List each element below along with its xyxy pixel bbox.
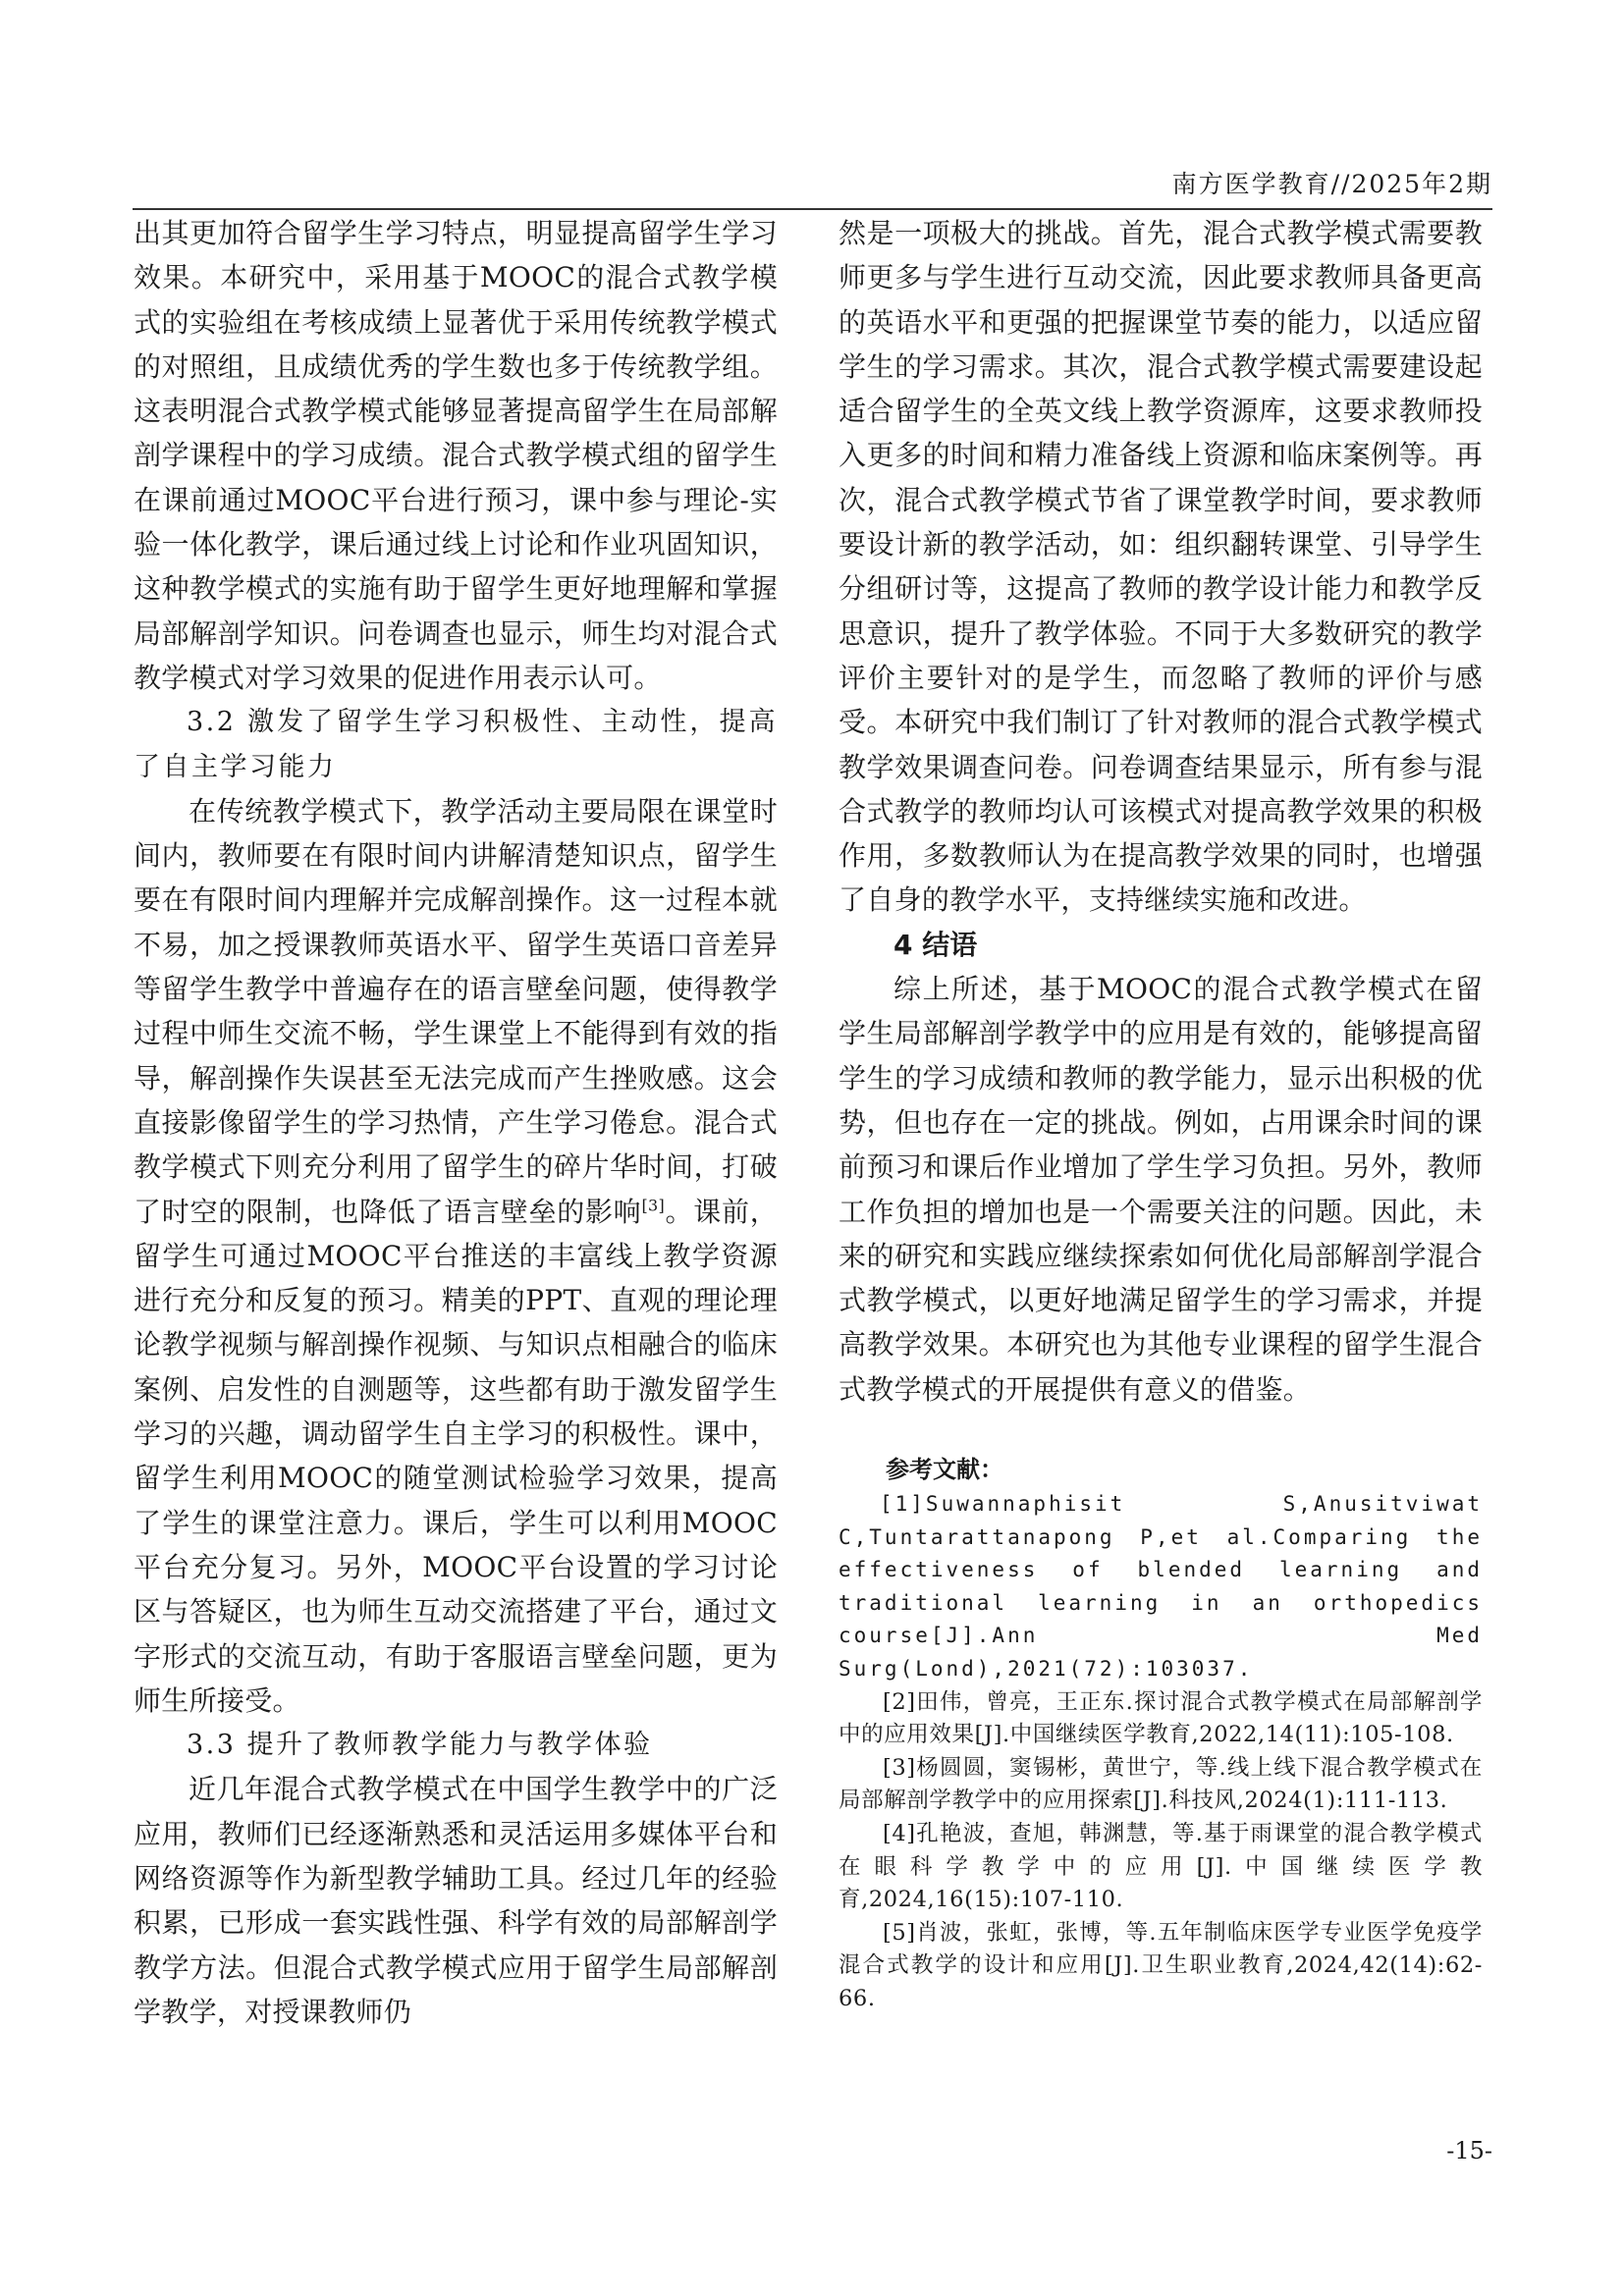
references-section bbox=[839, 1453, 1483, 2016]
left-column bbox=[134, 211, 778, 2034]
body-paragraph: 然是一项极大的挑战。首先，混合式教学模式需要教师更多与学生进行互动交流，因此要求教师具备更高的英语水平和更强的把握课堂节奏的能力，以适应留学生的学习需求。其次，混合式教学模式需要建设起适合留学生的全英文线上教学资源库，这要求教师投入更多的时间和精力准备线上资源和临床案例等。再次，混合式教学模式节省了课堂教学时间，要求教师要设计新的教学活动，如：组织翻转课堂、引导学生分组研讨等，这提高了教师的教学设计能力和教学反思意识，提升了教学体验。不同于大多数研究的教学评价主要针对的是学生，而忽略了教师的评价与感受。本研究中我们制订了针对教师的混合式教学模式教学效果调查问卷。问卷调查结果显示，所有参与混合式教学的教师均认可该模式对提高教学效果的积极作用，多数教师认为在提高教学效果的同时，也增强了自身的教学水平，支持继续实施和改进。 bbox=[839, 217, 1483, 917]
right-column bbox=[839, 211, 1483, 2016]
body-paragraph: 近几年混合式教学模式在中国学生教学中的广泛应用，教师们已经逐渐熟悉和灵活运用多媒体平台和网络资源等作为新型教学辅助工具。经过几年的经验积累，已形成一套实践性强、科学有效的局部解剖学教学方法。但混合式教学模式应用于留学生局部解剖学教学，对授课教师仍 bbox=[134, 1773, 778, 2028]
paragraph-text: 在传统教学模式下，教学活动主要局限在课堂时间内，教师要在有限时间内讲解清楚知识点，留学生要在有限时间内理解并完成解剖操作。这一过程本就不易，加之授课教师英语水平、留学生英语口音差异等留学生教学中普遍存在的语言壁垒问题，使得教学过程中师生交流不畅，学生课堂上不能得到有效的指导，解剖操作失误甚至无法完成而产生挫败感。这会直接影像留学生的学习热情，产生学习倦怠。混合式教学模式下则充分利用了留学生的碎片华时间，打破了时空的限制，也降低了语言壁垒的影响 bbox=[134, 794, 778, 1228]
paragraph-text: 。课前，留学生可通过MOOC平台推送的丰富线上教学资源进行充分和反复的预习。精美的PPT、直观的理论理论教学视频与解剖操作视频、与知识点相融合的临床案例、启发性的自测题等，这些都有助于激发留学生学习的兴趣，调动留学生自主学习的积极性。课中，留学生利用MOOC的随堂测试检验学习效果，提高了学生的课堂注意力。课后，学生可以利用MOOC平台充分复习。另外，MOOC平台设置的学习讨论区与答疑区，也为师生互动交流搭建了平台，通过文字形式的交流互动，有助于客服语言壁垒问题，更为师生所接受。 bbox=[134, 1195, 779, 1717]
reference-item: [4]孔艳波，查旭，韩渊慧，等.基于雨课堂的混合教学模式在眼科学教学中的应用[J].中国继续医学教育,2024,16(15):107-110. bbox=[839, 1820, 1483, 1913]
body-paragraph bbox=[134, 789, 778, 1723]
references-title: 参考文献： bbox=[886, 1456, 1003, 1484]
reference-item: [1]Suwannaphisit S,Anusitviwat C,Tuntarattanapong P,et al.Comparing the effectiveness of blended learning and traditional learning in an orthopedics course[J].Ann Med Surg(Lond),2021(72):103037. bbox=[839, 1492, 1483, 1681]
section-heading-3-2: 3.2 激发了留学生学习积极性、主动性，提高了自主学习能力 bbox=[134, 707, 778, 782]
reference-item: [5]肖波，张虹，张博，等.五年制临床医学专业医学免疫学混合式教学的设计和应用[J].卫生职业教育,2024,42(14):62-66. bbox=[839, 1919, 1483, 2011]
section-heading-4: 4 结语 bbox=[893, 928, 978, 961]
reference-item: [3]杨圆圆，窦锡彬，黄世宁，等.线上线下混合教学模式在局部解剖学教学中的应用探索[J].科技风,2024(1):111-113. bbox=[839, 1754, 1483, 1814]
section-heading-3-3: 3.3 提升了教师教学能力与教学体验 bbox=[187, 1730, 653, 1761]
citation-marker: [3] bbox=[641, 1196, 666, 1215]
body-paragraph: 综上所述，基于MOOC的混合式教学模式在留学生局部解剖学教学中的应用是有效的，能够提高留学生的学习成绩和教师的教学能力，显示出积极的优势，但也存在一定的挑战。例如，占用课余时间的课前预习和课后作业增加了学生学习负担。另外，教师工作负担的增加也是一个需要关注的问题。因此，未来的研究和实践应继续探索如何优化局部解剖学混合式教学模式，以更好地满足留学生的学习需求，并提高教学效果。本研究也为其他专业课程的留学生混合式教学模式的开展提供有意义的借鉴。 bbox=[839, 973, 1483, 1406]
page-number: -15- bbox=[1446, 2137, 1492, 2164]
journal-header: 南方医学教育//2025年2期 bbox=[133, 165, 1492, 210]
body-paragraph: 出其更加符合留学生学习特点，明显提高留学生学习效果。本研究中，采用基于MOOC的混合式教学模式的实验组在考核成绩上显著优于采用传统教学模式的对照组，且成绩优秀的学生数也多于传统教学组。这表明混合式教学模式能够显著提高留学生在局部解剖学课程中的学习成绩。混合式教学模式组的留学生在课前通过MOOC平台进行预习，课中参与理论-实验一体化教学，课后通过线上讨论和作业巩固知识，这种教学模式的实施有助于留学生更好地理解和掌握局部解剖学知识。问卷调查也显示，师生均对混合式教学模式对学习效果的促进作用表示认可。 bbox=[134, 217, 778, 694]
reference-item: [2]田伟，曾亮，王正东.探讨混合式教学模式在局部解剖学中的应用效果[J].中国继续医学教育,2022,14(11):105-108. bbox=[839, 1688, 1483, 1748]
